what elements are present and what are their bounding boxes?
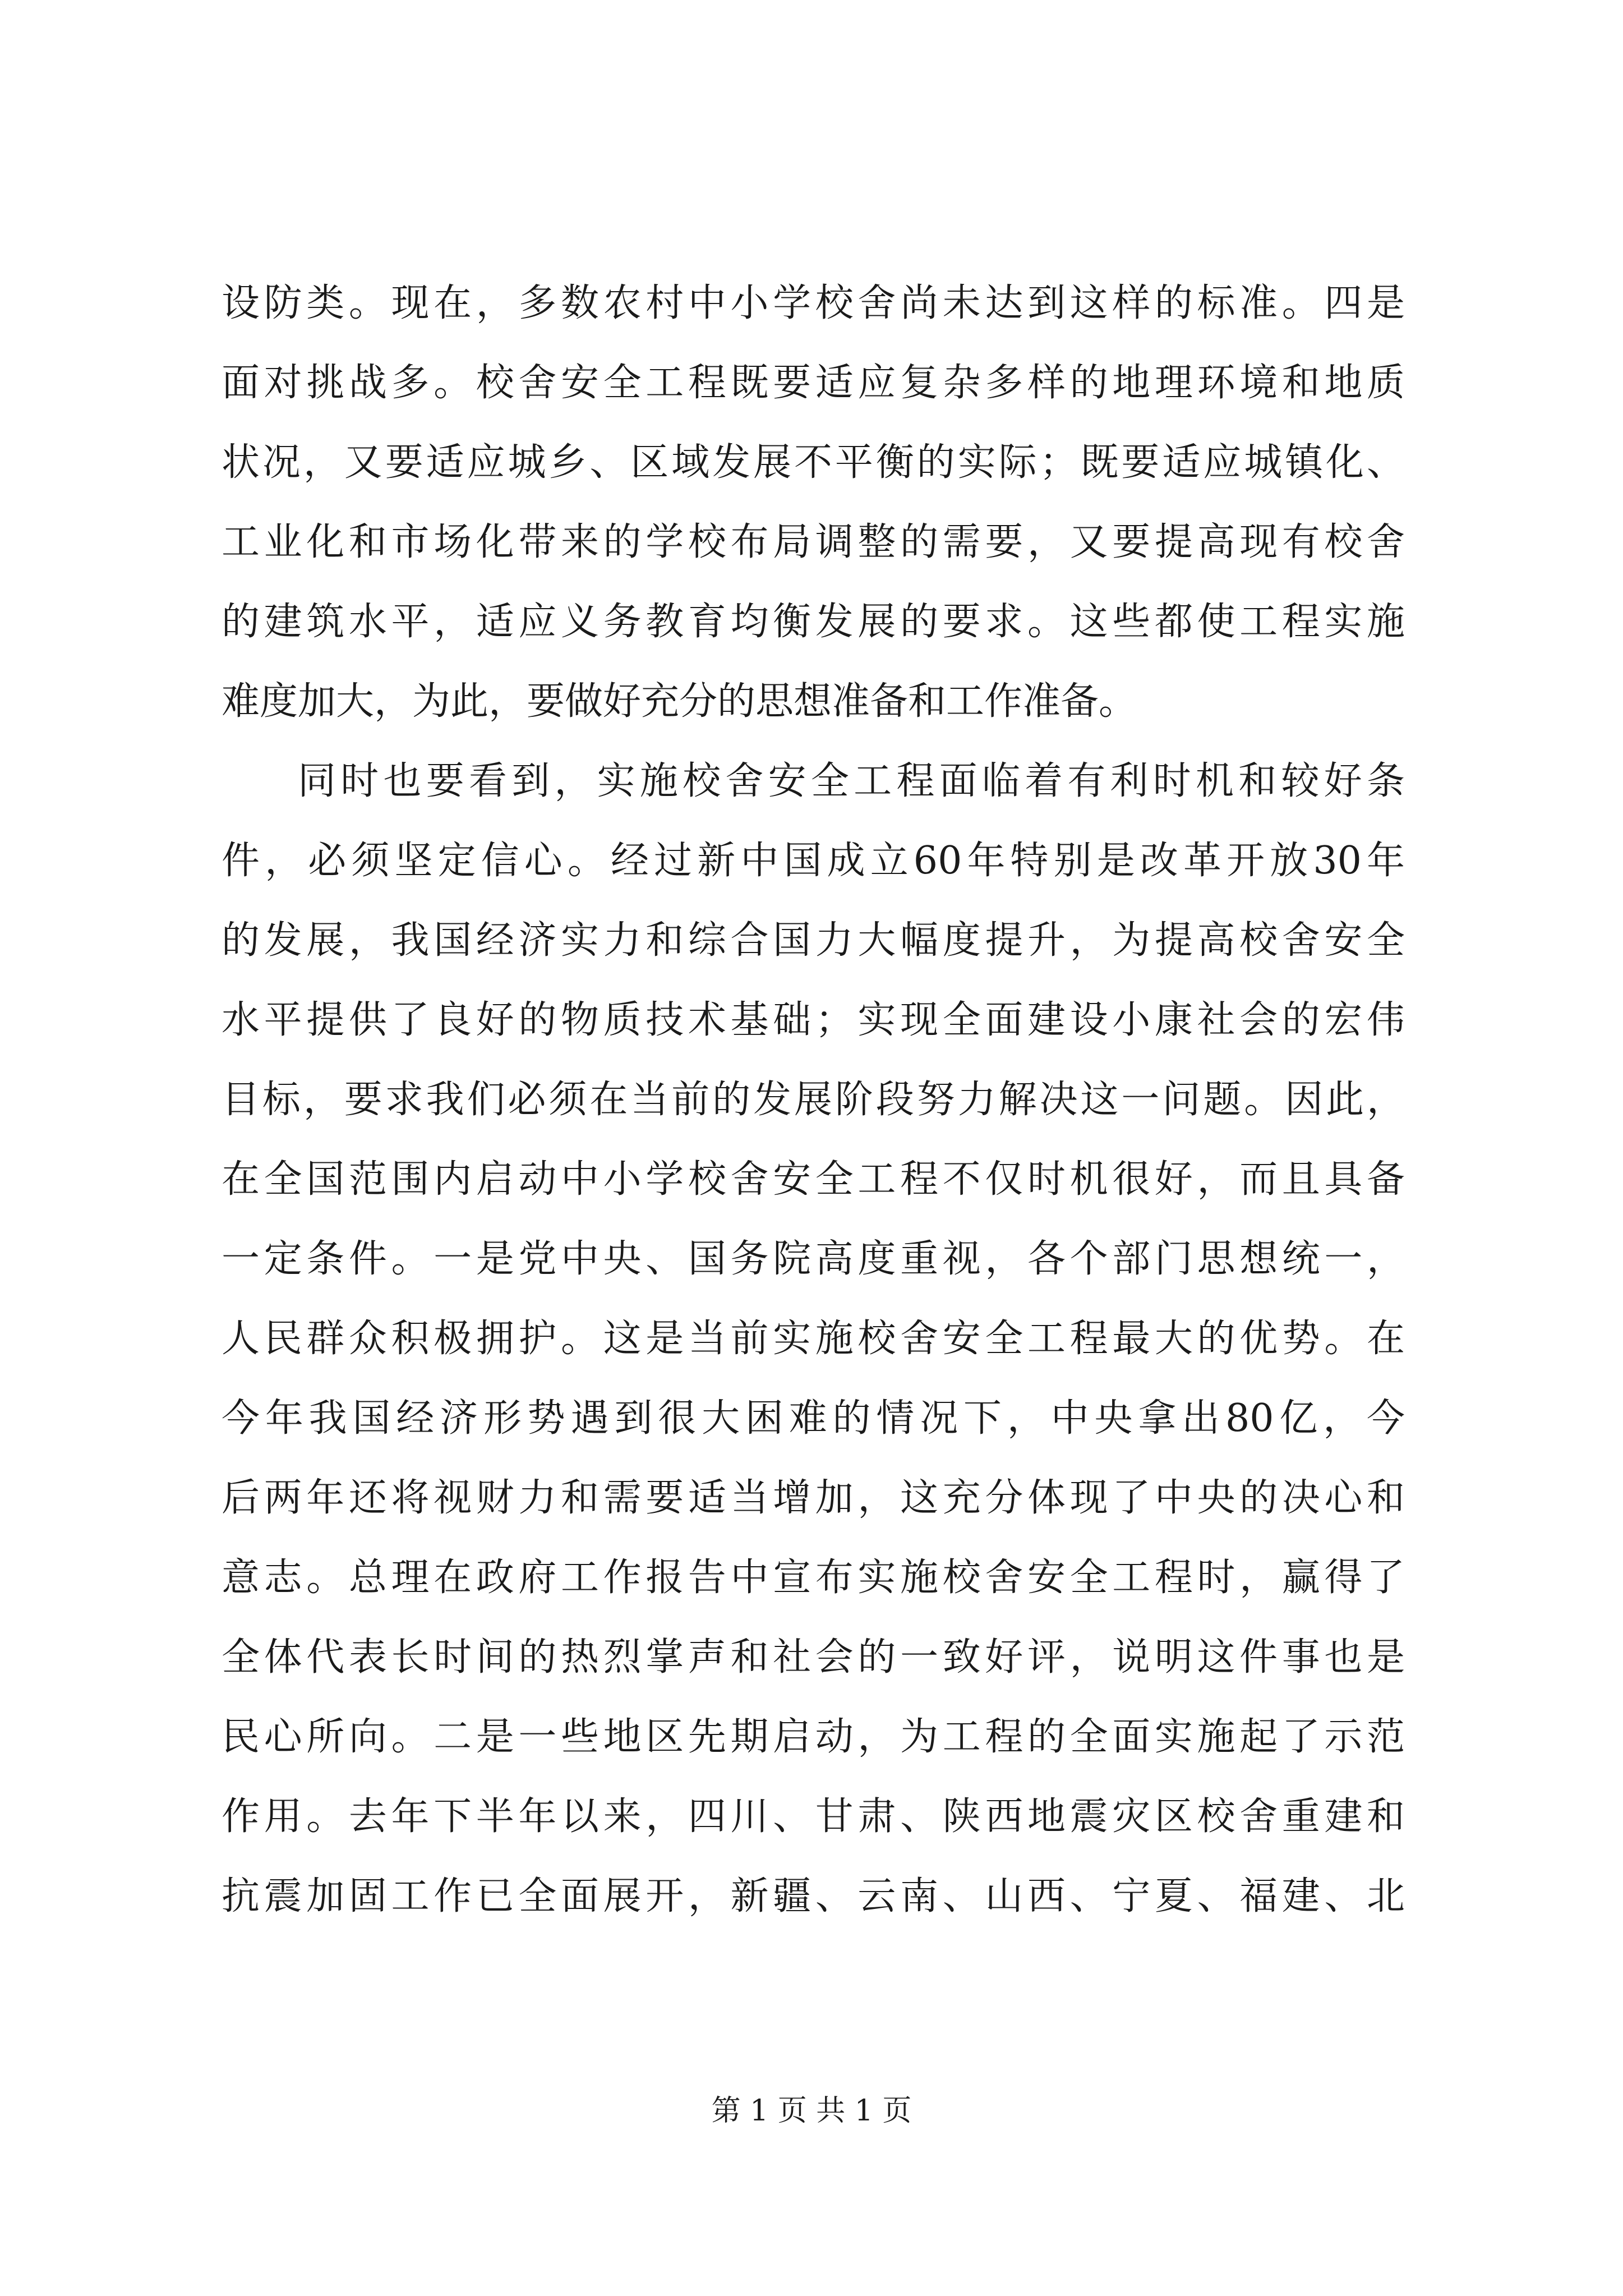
paragraph-2-line-12: 全体代表长时间的热烈掌声和社会的一致好评，说明这件事也是	[222, 1635, 1405, 1680]
paragraph-2-line-14: 作用。去年下半年以来，四川、甘肃、陕西地震灾区校舍重建和	[222, 1795, 1405, 1839]
paragraph-2-line-13: 民心所向。二是一些地区先期启动，为工程的全面实施起了示范	[222, 1715, 1405, 1759]
paragraph-2-line-10: 后两年还将视财力和需要适当增加，这充分体现了中央的决心和	[222, 1476, 1405, 1520]
paragraph-2-line-1: 同时也要看到，实施校舍安全工程面临着有利时机和较好条	[298, 759, 1405, 803]
paragraph-2-line-15: 抗震加固工作已全面展开，新疆、云南、山西、宁夏、福建、北	[222, 1874, 1405, 1918]
paragraph-2-line-4: 水平提供了良好的物质技术基础；实现全面建设小康社会的宏伟	[222, 998, 1405, 1042]
paragraph-2-line-9: 今年我国经济形势遇到很大困难的情况下，中央拿出80亿，今	[222, 1396, 1405, 1441]
paragraph-1-line-2: 面对挑战多。校舍安全工程既要适应复杂多样的地理环境和地质	[222, 361, 1405, 405]
paragraph-1-line-5: 的建筑水平，适应义务教育均衡发展的要求。这些都使工程实施	[222, 600, 1405, 644]
paragraph-2-line-11: 意志。总理在政府工作报告中宣布实施校舍安全工程时，赢得了	[222, 1556, 1405, 1600]
body-text	[222, 264, 1405, 1936]
paragraph-2-line-2: 件，必须坚定信心。经过新中国成立60年特别是改革开放30年	[222, 839, 1405, 883]
paragraph-1-line-1: 设防类。现在，多数农村中小学校舍尚未达到这样的标准。四是	[222, 281, 1405, 325]
paragraph-1-line-4: 工业化和市场化带来的学校布局调整的需要，又要提高现有校舍	[222, 520, 1405, 564]
paragraph-2-line-8: 人民群众积极拥护。这是当前实施校舍安全工程最大的优势。在	[222, 1317, 1405, 1361]
paragraph-1-line-6: 难度加大，为此，要做好充分的思想准备和工作准备。	[222, 679, 1137, 724]
paragraph-2-line-6: 在全国范围内启动中小学校舍安全工程不仅时机很好，而且具备	[222, 1157, 1405, 1202]
paragraph-2-line-3: 的发展，我国经济实力和综合国力大幅度提升，为提高校舍安全	[222, 918, 1405, 963]
paragraph-1-line-3: 状况，又要适应城乡、区域发展不平衡的实际；既要适应城镇化、	[222, 440, 1405, 485]
paragraph-2-line-5: 目标，要求我们必须在当前的发展阶段努力解决这一问题。因此，	[222, 1078, 1405, 1122]
paragraph-2-line-7: 一定条件。一是党中央、国务院高度重视，各个部门思想统一，	[222, 1237, 1405, 1281]
page-number-footer: 第 1 页 共 1 页	[711, 2094, 912, 2128]
